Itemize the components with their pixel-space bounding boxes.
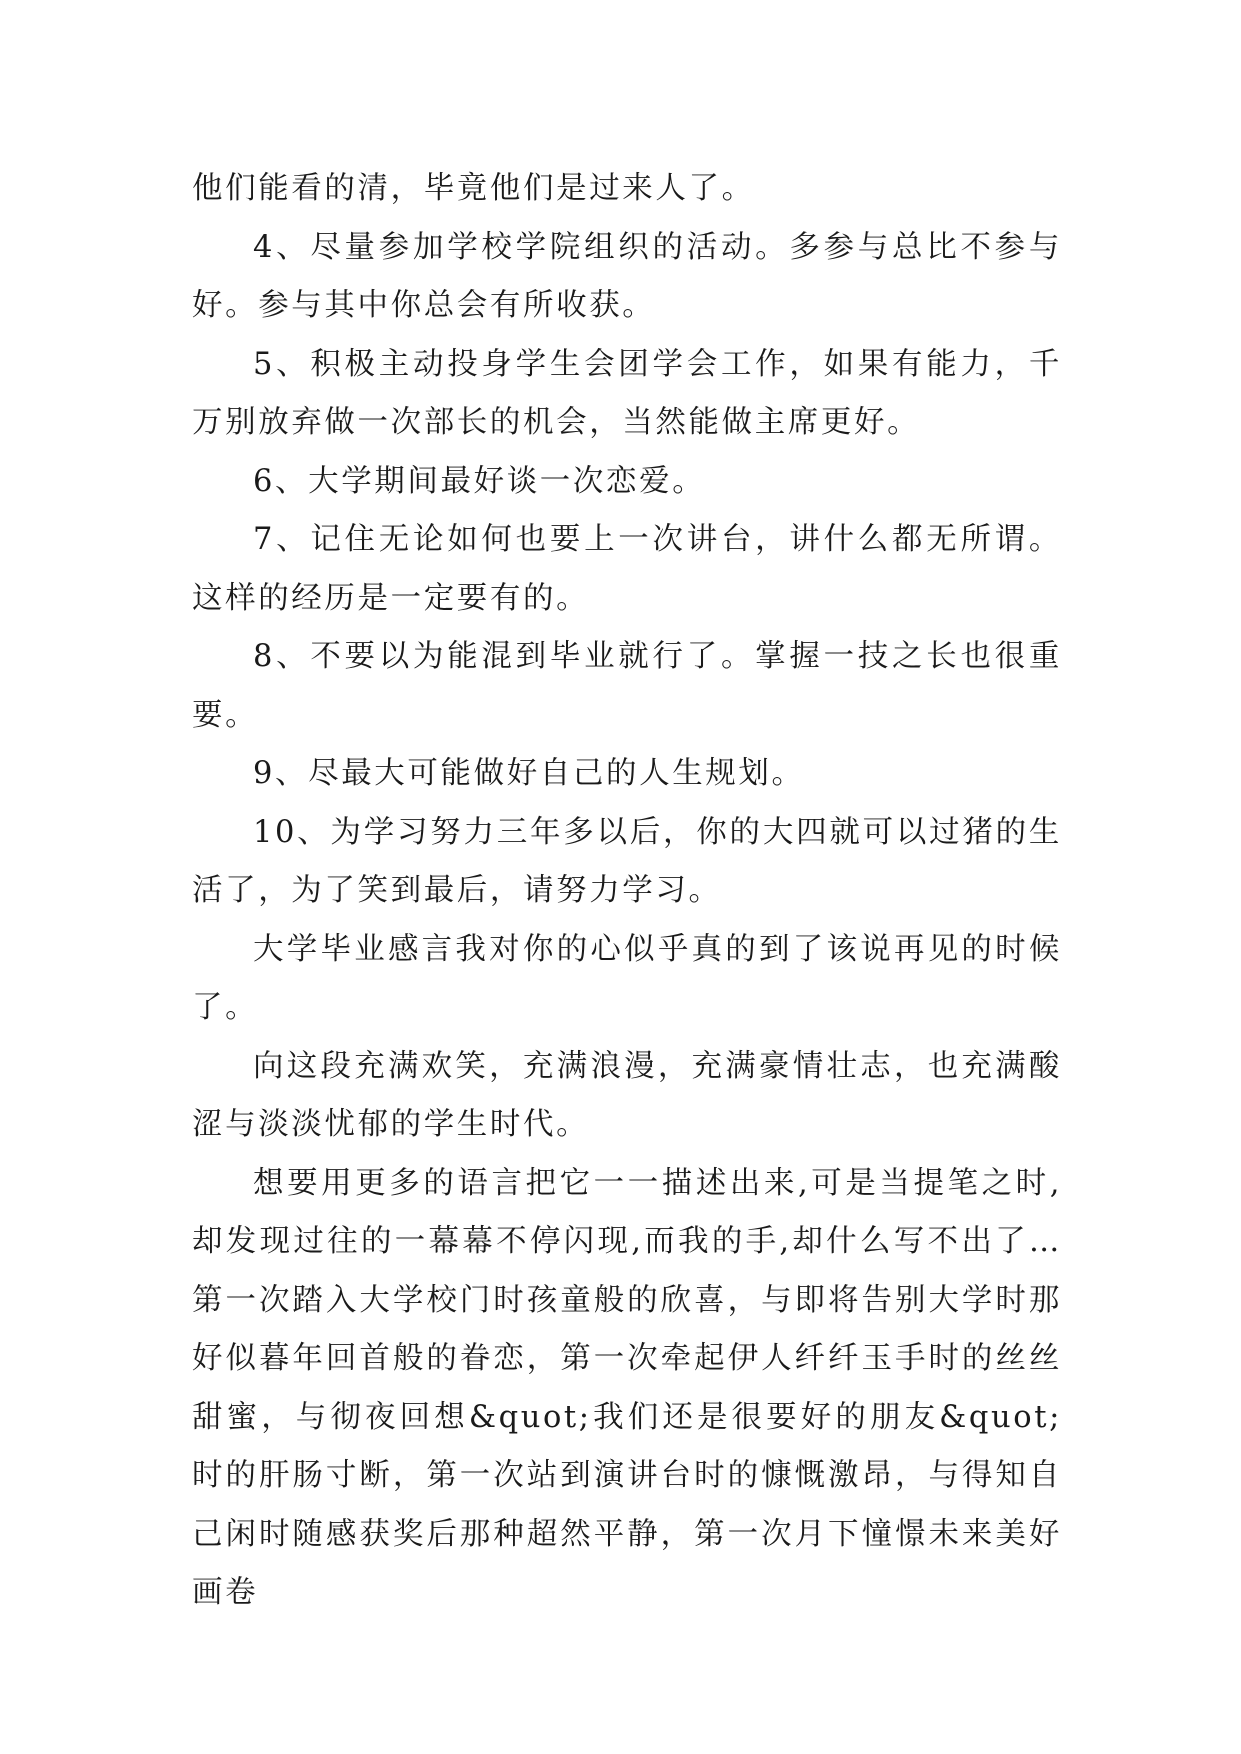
paragraph-4: 6、大学期间最好谈一次恋爱。 <box>253 463 706 499</box>
paragraph-9: 大学毕业感言我对你的心似乎真的到了该说再见的时候了。 <box>192 931 1062 1025</box>
paragraph-3: 5、积极主动投身学生会团学会工作，如果有能力，千万别放弃做一次部长的机会，当然能做主席更好。 <box>192 346 1062 440</box>
paragraph-5: 7、记住无论如何也要上一次讲台，讲什么都无所谓。这样的经历是一定要有的。 <box>192 522 1062 616</box>
paragraph-8: 10、为学习努力三年多以后，你的大四就可以过猪的生活了，为了笑到最后，请努力学习。 <box>192 814 1062 908</box>
paragraph-10: 向这段充满欢笑，充满浪漫，充满豪情壮志，也充满酸涩与淡淡忧郁的学生时代。 <box>192 1048 1062 1142</box>
paragraph-7: 9、尽最大可能做好自己的人生规划。 <box>253 756 805 791</box>
paragraph-11: 想要用更多的语言把它一一描述出来,可是当提笔之时,却发现过往的一幕幕不停闪现,而我的手,却什么写不出了…第一次踏入大学校门时孩童般的欣喜，与即将告别大学时那好似暮年回首般的眷恋，第一次牵起伊人纤纤玉手时的丝丝甜蜜，与彻夜回想&quot;我们还是很要好的朋友&quot;时的肝肠寸断，第一次站到演讲台时的慷慨激昂，与得知自己闲时随感获奖后那种超然平静，第一次月下憧憬未来美好画卷 <box>192 1165 1062 1610</box>
paragraph-1: 他们能看的清，毕竟他们是过来人了。 <box>192 171 755 206</box>
paragraph-6: 8、不要以为能混到毕业就行了。掌握一技之长也很重要。 <box>192 639 1062 733</box>
paragraph-2: 4、尽量参加学校学院组织的活动。多参与总比不参与好。参与其中你总会有所收获。 <box>192 229 1062 323</box>
document-body <box>192 160 1062 1623</box>
